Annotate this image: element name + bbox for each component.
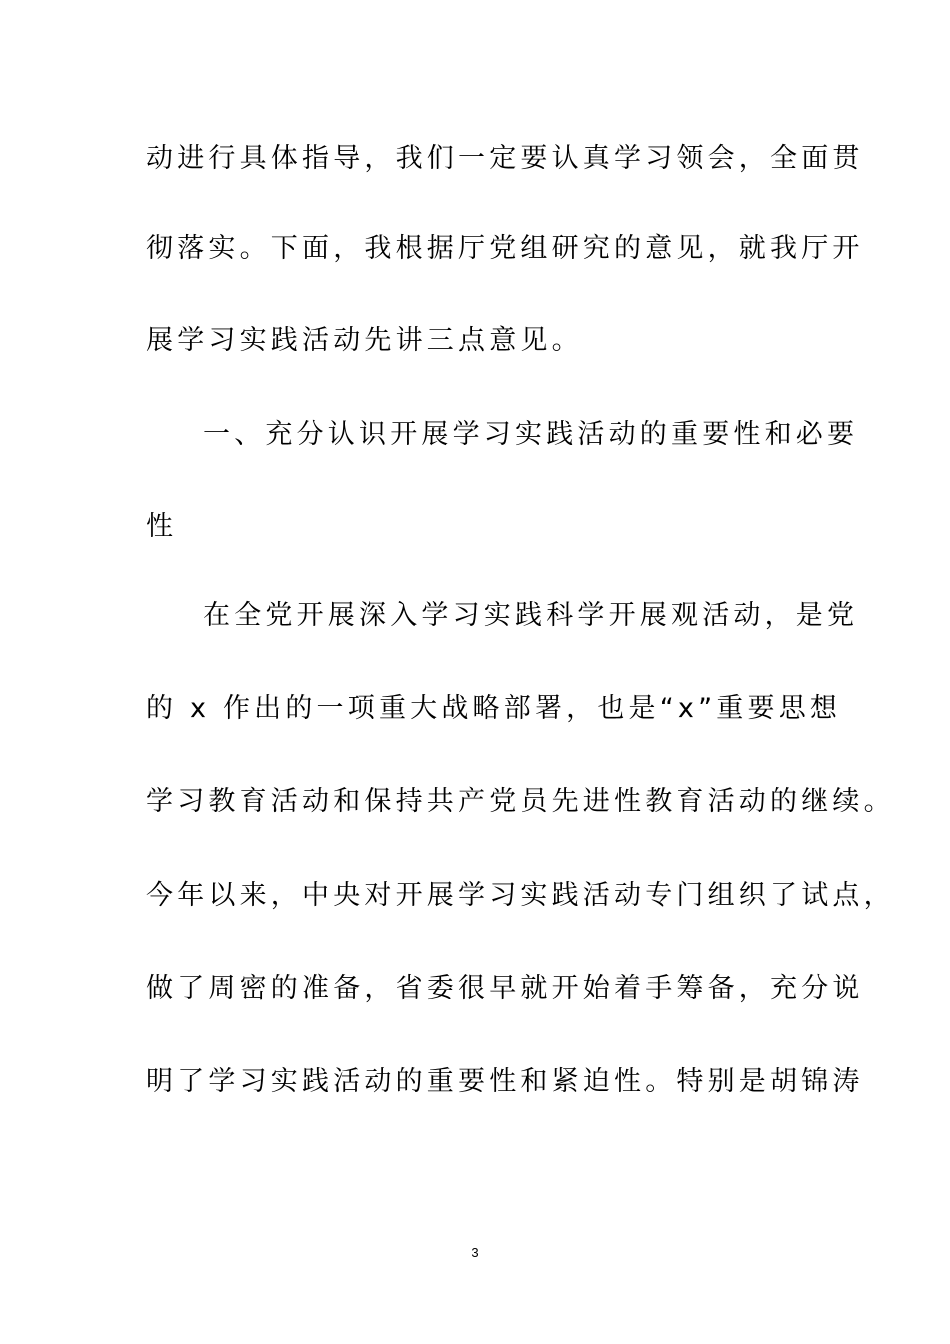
body-text-line: 明了学习实践活动的重要性和紧迫性。特别是胡锦涛 bbox=[146, 1066, 864, 1097]
body-text-line: 今年以来，中央对开展学习实践活动专门组织了试点， bbox=[146, 880, 895, 911]
body-text-line: 学习教育活动和保持共产党员先进性教育活动的继续。 bbox=[146, 786, 895, 817]
body-text-line: 动进行具体指导，我们一定要认真学习领会，全面贯 bbox=[146, 143, 864, 174]
body-text-line: 做了周密的准备，省委很早就开始着手筹备，充分说 bbox=[146, 973, 864, 1004]
body-text-line: 展学习实践活动先讲三点意见。 bbox=[146, 325, 583, 356]
section-heading-continuation: 性 bbox=[146, 511, 178, 542]
section-heading: 一、充分认识开展学习实践活动的重要性和必要 bbox=[203, 419, 859, 450]
body-text-line: 的 x 作出的一项重大战略部署，也是“x”重要思想 bbox=[146, 693, 842, 724]
page-number: 3 bbox=[471, 1245, 479, 1260]
body-text-line: 彻落实。下面，我根据厅党组研究的意见，就我厅开 bbox=[146, 233, 864, 264]
body-text-line: 在全党开展深入学习实践科学开展观活动，是党 bbox=[203, 600, 859, 631]
